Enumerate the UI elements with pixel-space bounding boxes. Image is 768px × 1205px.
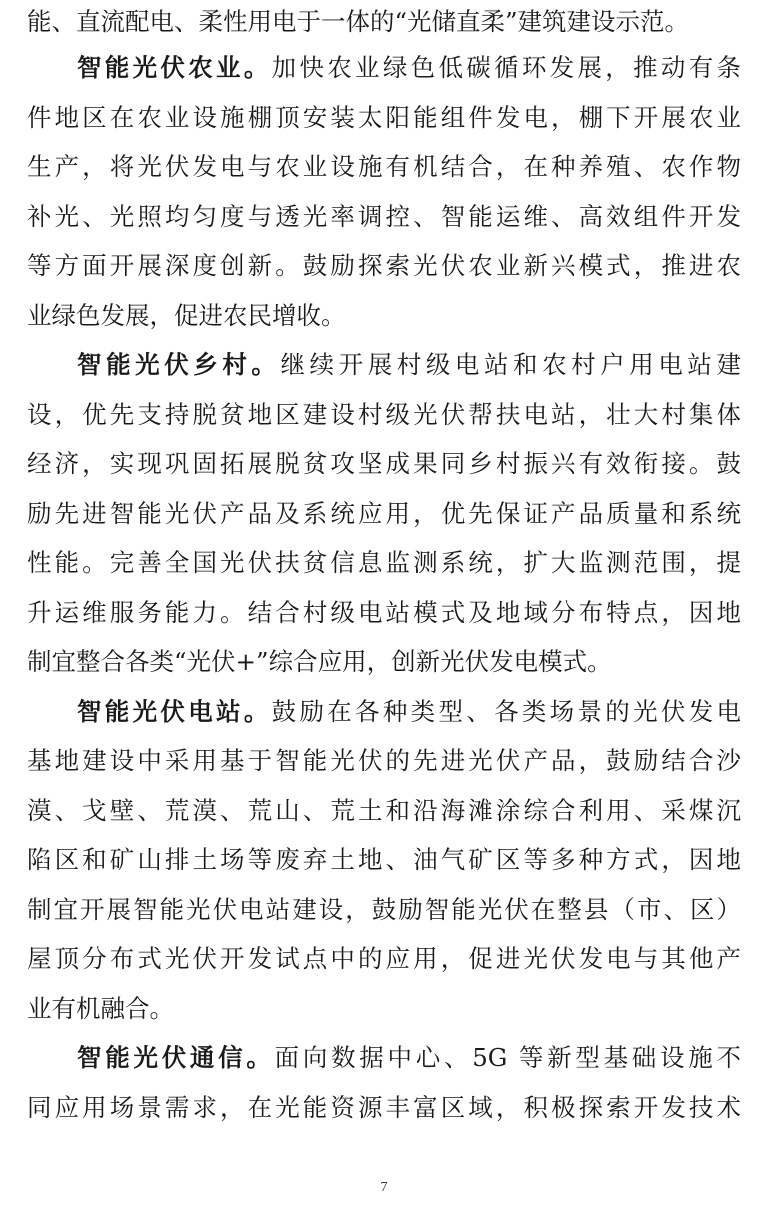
line-text: 业有机融合。 [27, 993, 174, 1023]
text-line [27, 93, 741, 143]
section-first-line [27, 1033, 741, 1083]
text-line [27, 291, 741, 341]
line-text: 补光、光照均匀度与透光率调控、智能运维、高效组件开发 [27, 201, 741, 231]
line-text: 制宜整合各类“光伏+”综合应用，创新光伏发电模式。 [27, 647, 612, 676]
line-text: 性能。完善全国光伏扶贫信息监测系统，扩大监测范围，提 [27, 548, 741, 577]
line-text: 等方面开展深度创新。鼓励探索光伏农业新兴模式，推进农 [27, 251, 741, 280]
section-heading: 智能光伏农业。 [77, 53, 272, 82]
line-text: 同应用场景需求，在光能资源丰富区域，积极探索开发技术 [27, 1092, 741, 1122]
page-number: 7 [380, 1180, 388, 1195]
text-line [27, 192, 741, 242]
section-heading: 智能光伏通信。 [77, 1043, 275, 1072]
document-body [27, 0, 741, 1132]
line-text: 面向数据中心、5G 等新型基础设施不 [274, 1043, 741, 1072]
line-text: 升运维服务能力。结合村级电站模式及地域分布特点，因地 [27, 597, 741, 627]
line-text: 生产，将光伏发电与农业设施有机结合，在种养殖、农作物 [27, 152, 741, 181]
line-text: 件地区在农业设施棚顶安装太阳能组件发电，棚下开展农业 [27, 102, 741, 132]
text-line [27, 984, 741, 1034]
text-line [27, 835, 741, 885]
line-text: 陷区和矿山排土场等废弃土地、油气矿区等多种方式，因地 [27, 845, 741, 874]
line-text: 加快农业绿色低碳循环发展，推动有条 [271, 53, 742, 82]
text-line [27, 786, 741, 836]
text-line [27, 142, 741, 192]
line-text: 漠、戈壁、荒漠、荒山、荒土和沿海滩涂综合利用、采煤沉 [27, 795, 741, 825]
section-first-line [27, 687, 741, 737]
line-text: 业绿色发展，促进农民增收。 [27, 300, 346, 330]
text-line [27, 885, 741, 935]
line-text: 制宜开展智能光伏电站建设，鼓励智能光伏在整县（市、区） [27, 894, 741, 924]
line-text: 基地建设中采用基于智能光伏的先进光伏产品，鼓励结合沙 [27, 746, 741, 775]
text-line [27, 489, 741, 539]
section-first-line [27, 340, 741, 390]
section-first-line [27, 43, 741, 93]
section-heading: 智能光伏电站。 [77, 696, 272, 726]
line-text: 继续开展村级电站和农村户用电站建 [280, 350, 742, 379]
text-line [27, 1083, 741, 1133]
line-text: 鼓励在各种类型、各类场景的光伏发电 [271, 696, 742, 726]
text-line [27, 0, 741, 43]
line-text: 屋顶分布式光伏开发试点中的应用，促进光伏发电与其他产 [27, 944, 741, 973]
text-line [27, 390, 741, 440]
line-text: 经济，实现巩固拓展脱贫攻坚成果同乡村振兴有效衔接。鼓 [27, 449, 741, 478]
text-line [27, 934, 741, 984]
line-text: 能、直流配电、柔性用电于一体的“光储直柔”建筑建设示范。 [27, 7, 690, 36]
line-text: 励先进智能光伏产品及系统应用，优先保证产品质量和系统 [27, 498, 741, 528]
text-line [27, 538, 741, 588]
text-line [27, 588, 741, 638]
text-line [27, 637, 741, 687]
text-line [27, 736, 741, 786]
text-line [27, 439, 741, 489]
text-line [27, 241, 741, 291]
line-text: 设，优先支持脱贫地区建设村级光伏帮扶电站，壮大村集体 [27, 399, 741, 429]
section-heading: 智能光伏乡村。 [77, 350, 281, 379]
